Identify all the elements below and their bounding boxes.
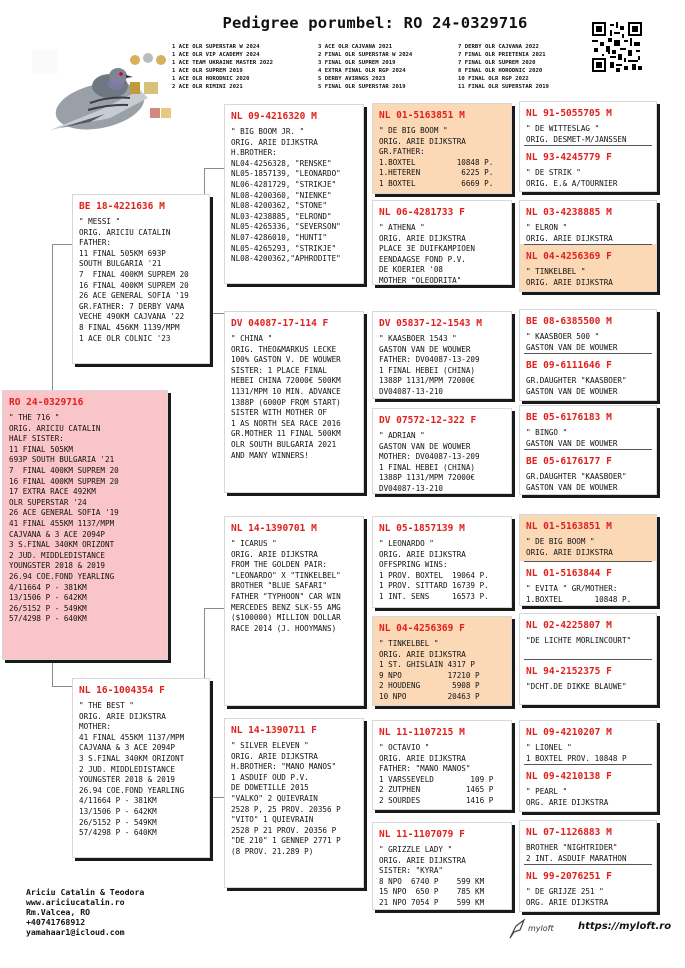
ancestor-details: " DE BIG BOOM " ORIG. ARIE DIJKSTRA	[526, 537, 613, 557]
great-grandparent-details: " LEONARDO " ORIG. ARIE DIJKSTRA OFFSPRING WINS: 1 PROV. BOXTEL 19064 P. 1 PROV. SITTARD 16739 P. 1 INT. SENS 16573 P.	[379, 539, 489, 601]
divider	[524, 145, 652, 146]
ancestor-details: "DCHT.DE DIKKE BLAUWE"	[526, 681, 627, 691]
mother-card	[72, 678, 210, 858]
ancestor-ring: NL 94-2152375 F	[526, 665, 612, 677]
achievement-line: 11 FINAL OLR SUPERSTAR 2019	[458, 84, 549, 90]
ancestor-ring: NL 09-4210207 M	[526, 727, 612, 738]
ancestor-ring: NL 04-4256369 F	[526, 251, 612, 263]
mother-details: " THE BEST " ORIG. ARIE DIJKSTRA MOTHER: 41 FINAL 455KM 1137/MPM CAJVANA & 3 ACE 2094P 3 S.FINAL 340KM ORIZONT 2 JUD. MIDDLEDISTANCE YOUNGSTER 2018 & 2019 26.94 COE.FOND YEARLING 4/11664 P - 381KM 13/1506 P - 642KM 26/5152 P - 549KM 57/4298 P - 640KM	[79, 701, 185, 838]
great-grandparent-ring: NL 11-1107079 F	[379, 829, 465, 840]
grandparent-details: " SILVER ELEVEN " ORIG. ARIE DIJKSTRA H.BROTHER: "MANO MANOS" 1 ASDUIF OUD P.V. DE DOWETILLE 2015 "VALKO" 2 QUIEVRAIN 2528 P, 25 PROV. 20356 P "VITO" 1 QUIEVRAIN 2528 P 21 PROV. 20356 P "DE 210" 1 GENNEP 2771 P (8 PROV. 21.289 P)	[231, 741, 341, 856]
divider	[524, 764, 652, 765]
pigeon-logo	[30, 48, 180, 140]
achievement-line: 5 FINAL OLR SUPERSTAR 2019	[318, 84, 406, 90]
page-title: Pedigree porumbel: RO 24-0329716	[222, 14, 528, 32]
subject-card	[2, 390, 168, 660]
ancestor-pair-card	[519, 820, 657, 912]
ancestor-details: " EVITA " GR/MOTHER: 1.BOXTEL 10848 P.	[526, 584, 632, 604]
subject-ring: RO 24-0329716	[9, 397, 84, 408]
connector-line	[52, 244, 53, 396]
grandparent-details: " CHINA " ORIG. THEO&MARKUS LECKE 100% GASTON V. DE WOUWER SISTER: 1 PLACE FINAL HEBEI CHINA 72000€ 500KM 1131/MPM 10 MIN. ADVANCE 1388P (6000P FROM START) SISTER WITH MOTHER OF 1 AS NORTH SEA RACE 2016 GR.MOTHER 11 FINAL 500KM OLR SOUTH BULGARIA 2021 AND MANY WINNERS!	[231, 334, 341, 460]
ancestor-pair-card	[519, 101, 657, 192]
ancestor-pair-card	[519, 200, 657, 292]
grandparent-details: " BIG BOOM JR. " ORIG. ARIE DIJKSTRA H.BROTHER: NL04-4256328, "RENSKE" NL05-1857139, "LEONARDO" NL06-4281729, "STRIKJE" NL08-4200360, "NIENKE" NL08-4200362, "STONE" NL03-4238885, "ELROND" NL05-4265336, "SEVERSON" NL07-4286010, "HUNTI" NL05-4265293, "STRIKJE" NL08-4200362,"APHRODITE"	[231, 127, 341, 264]
great-grandparent-details: " TINKELBEL " ORIG. ARIE DIJKSTRA 1 ST. GHISLAIN 4317 P 9 NPO 17210 P 2 HOUDENG 5908 P 10 NPO 20463 P	[379, 639, 480, 701]
ancestor-details: "DE LICHTE MORLINCOURT"	[526, 636, 632, 645]
father-details: " MESSI " ORIG. ARICIU CATALIN FATHER: 11 FINAL 505KM 693P SOUTH BULGARIA '21 7 FINAL 400KM SUPREM 20 16 FINAL 400KM SUPREM 20 26 ACE GENERAL SOFIA '19 GR.FATHER: 7 DERBY VAMA VECHE 490KM CAJVANA '22 8 FINAL 456KM 1139/MPM 1 ACE OLR COLNIC '23	[79, 217, 189, 343]
ancestor-ring: NL 91-5055705 M	[526, 108, 612, 119]
divider	[524, 449, 652, 450]
great-grandparent-card	[372, 616, 512, 706]
ancestor-ring: NL 99-2076251 F	[526, 871, 612, 883]
grandparent-card	[224, 311, 364, 493]
great-grandparent-details: " ADRIAN " GASTON VAN DE WOUWER MOTHER: DV04087-13-209 1 FINAL HEBEI (CHINA) 1388P 1131/MPM 72000€ DV04087-13-210	[379, 431, 480, 493]
ancestor-pair-card	[519, 514, 657, 606]
ancestor-pair-card	[519, 720, 657, 812]
great-grandparent-ring: NL 01-5163851 M	[379, 110, 465, 121]
owner-contact: Ariciu Catalin & Teodora www.ariciucatalin.ro Rm.Valcea, RO +40741768912 yamahaar1@icloud.com	[26, 887, 145, 937]
achievement-line: 2 ACE OLR RIMINI 2021	[172, 84, 243, 90]
great-grandparent-ring: NL 05-1857139 M	[379, 523, 465, 534]
grandparent-card	[224, 718, 364, 888]
achievements-col-2	[318, 43, 412, 91]
grandparent-ring: NL 14-1390701 M	[231, 523, 317, 534]
highlighted-ancestor	[520, 244, 656, 292]
ancestor-details: " PEARL " ORG. ARIE DIJKSTRA	[526, 787, 609, 807]
grandparent-ring: NL 14-1390711 F	[231, 725, 317, 736]
mother-ring: NL 16-1004354 F	[79, 685, 165, 696]
achievement-line: 2 FINAL OLR SUPERSTAR W 2024	[318, 52, 413, 58]
ancestor-ring: BE 05-6176183 M	[526, 412, 612, 423]
ancestor-ring: NL 01-5163844 F	[526, 568, 612, 580]
ancestor-details: " DE GRIJZE 251 " ORG. ARIE DIJKSTRA	[526, 887, 609, 907]
great-grandparent-ring: NL 04-4256369 F	[379, 623, 465, 634]
achievement-line: 7 DERBY OLR CAJVANA 2022	[458, 44, 539, 50]
great-grandparent-card	[372, 408, 512, 494]
highlighted-ancestor	[520, 515, 656, 561]
achievement-line: 4 EXTRA FINAL OLR RGP 2024	[318, 68, 406, 74]
ancestor-pair-card	[519, 613, 657, 705]
myloft-bird-icon	[508, 918, 526, 940]
grandparent-details: " ICARUS " ORIG. ARIE DIJKSTRA FROM THE GOLDEN PAIR: "LEONARDO" X "TINKELBEL" BROTHER "BLUE SAFARI" FATHER "TYPHOON" CAR WIN MERCEDES BENZ SLK-55 AMG ($100000) MILLION DOLLAR RACE 2014 (J. HOOYMANS)	[231, 539, 341, 633]
ancestor-pair-card	[519, 309, 657, 401]
divider	[524, 864, 652, 865]
father-card	[72, 194, 210, 364]
ancestor-ring: NL 09-4210138 F	[526, 771, 612, 783]
achievement-line: 1 ACE TEAM UKRAINE MASTER 2022	[172, 60, 274, 66]
ancestor-pair-card	[519, 405, 657, 495]
connector-line	[52, 657, 53, 687]
achievement-line: 1 ACE OLR VIP ACADEMY 2024	[172, 52, 260, 58]
divider	[524, 659, 652, 660]
achievement-line: 1 ACE OLR SUPREM 2019	[172, 68, 243, 74]
achievements-col-1	[172, 43, 273, 91]
great-grandparent-card	[372, 720, 512, 810]
qr-code-icon	[592, 22, 642, 72]
achievement-line: 3 FINAL OLR SUPREM 2019	[318, 60, 396, 66]
ancestor-ring: BE 09-6111646 F	[526, 360, 612, 372]
achievements-col-3	[458, 43, 549, 91]
great-grandparent-card	[372, 103, 512, 194]
connector-line	[204, 168, 224, 169]
great-grandparent-details: " DE BIG BOOM " ORIG. ARIE DIJKSTRA GR.FATHER: 1.BOXTEL 10848 P. 1.HETEREN 6225 P. 1 BOXTEL 6669 P.	[379, 126, 494, 188]
ancestor-ring: NL 93-4245779 F	[526, 152, 612, 164]
ancestor-ring: NL 02-4225807 M	[526, 620, 612, 631]
grandparent-ring: NL 09-4216320 M	[231, 111, 317, 122]
ancestor-details: " DE STRIK " ORIG. E.& A/TOURNIER	[526, 168, 618, 188]
ancestor-details: BROTHER "NIGHTRIDER" 2 INT. ASDUIF MARATHON	[526, 843, 627, 863]
ancestor-details: " ELRON " ORIG. ARIE DIJKSTRA	[526, 223, 613, 243]
achievement-line: 3 ACE OLR CAJVANA 2021	[318, 44, 393, 50]
ancestor-details: " KAASBOER 500 " GASTON VAN DE WOUWER	[526, 332, 618, 352]
great-grandparent-ring: DV 07572-12-322 F	[379, 415, 477, 426]
great-grandparent-details: " ATHENA " ORIG. ARIE DIJKSTRA PLACE 3E DUIFKAMPIOEN EENDAAGSE FOND P.V. DE KOERIER '08 MOTHER "OLEODRITA"	[379, 223, 476, 285]
ancestor-details: " TINKELBEL " ORIG. ARIE DIJKSTRA	[526, 267, 613, 287]
achievement-line: 8 FINAL OLR HORODNIC 2020	[458, 68, 543, 74]
great-grandparent-details: " OCTAVIO " ORIG. ARIE DIJKSTRA FATHER: "MANO MANOS" 1 VARSSEVELD 109 P 2 ZUTPHEN 1465 P 2 SOURDES 1416 P	[379, 743, 494, 805]
great-grandparent-details: " KAASBOER 1543 " GASTON VAN DE WOUWER FATHER: DV04087-13-209 1 FINAL HEBEI (CHINA) 1388P 1131/MPM 72000€ DV04087-13-210	[379, 334, 480, 396]
great-grandparent-ring: NL 11-1107215 M	[379, 727, 465, 738]
ancestor-details: " LIONEL " 1 BOXTEL PROV. 10848 P	[526, 743, 627, 763]
grandparent-ring: DV 04087-17-114 F	[231, 318, 329, 329]
grandparent-card	[224, 104, 364, 284]
achievement-line: 1 ACE OLR HORODNIC 2020	[172, 76, 250, 82]
ancestor-details: GR.DAUGHTER "KAASBOER" GASTON VAN DE WOUWER	[526, 376, 627, 396]
great-grandparent-details: " GRIZZLE LADY " ORIG. ARIE DIJKSTRA SISTER: "KYRA" 8 NPO 6740 P 599 KM 15 NPO 650 P 785 KM 21 NPO 7054 P 599 KM	[379, 845, 485, 907]
ancestor-details: " BINGO " GASTON VAN DE WOUWER	[526, 428, 618, 448]
myloft-brand: myloft	[528, 924, 554, 933]
achievement-line: 7 FINAL OLR PRIETENIA 2021	[458, 52, 546, 58]
achievement-line: 5 DERBY AVIRNGS 2023	[318, 76, 386, 82]
great-grandparent-card	[372, 822, 512, 910]
father-ring: BE 18-4221636 M	[79, 201, 165, 212]
ancestor-ring: NL 03-4238885 M	[526, 207, 612, 218]
grandparent-card	[224, 516, 364, 706]
ancestor-details: GR.DAUGHTER "KAASBOER" GASTON VAN DE WOUWER	[526, 472, 627, 492]
great-grandparent-card	[372, 516, 512, 608]
ancestor-ring: NL 07-1126883 M	[526, 827, 612, 838]
great-grandparent-card	[372, 200, 512, 285]
great-grandparent-ring: NL 06-4281733 F	[379, 207, 465, 218]
divider	[524, 353, 652, 354]
divider	[524, 561, 652, 562]
achievement-line: 1 ACE OLR SUPERSTAR W 2024	[172, 44, 260, 50]
subject-details: " THE 716 " ORIG. ARICIU CATALIN HALF SISTER: 11 FINAL 505KM 693P SOUTH BULGARIA '21 7 FINAL 400KM SUPREM 20 16 FINAL 400KM SUPREM 20 17 EXTRA RACE 492KM OLR SUPERSTAR '24 26 ACE GENERAL SOFIA '19 41 FINAL 455KM 1137/MPM CAJVANA & 3 ACE 2094P 3 S.FINAL 340KM ORIZONT 2 JUD. MIDDLEDISTANCE YOUNGSTER 2018 & 2019 26.94 COE.FOND YEARLING 4/11664 P - 381KM 13/1506 P - 642KM 26/5152 P - 549KM 57/4298 P - 640KM	[9, 413, 119, 624]
ancestor-details: " DE WITTESLAG " ORIG. DESMET-M/JANSSEN	[526, 124, 627, 144]
ancestor-ring: BE 05-6176177 F	[526, 456, 612, 468]
connector-line	[204, 608, 224, 609]
ancestor-ring: BE 08-6385500 M	[526, 316, 612, 327]
achievement-line: 10 FINAL OLR RGP 2022	[458, 76, 529, 82]
ancestor-ring: NL 01-5163851 M	[526, 521, 612, 532]
great-grandparent-card	[372, 311, 512, 399]
great-grandparent-ring: DV 05837-12-1543 M	[379, 318, 482, 329]
achievement-line: 7 FINAL OLR SUPREM 2020	[458, 60, 536, 66]
website-link[interactable]: https://myloft.ro	[578, 921, 672, 932]
